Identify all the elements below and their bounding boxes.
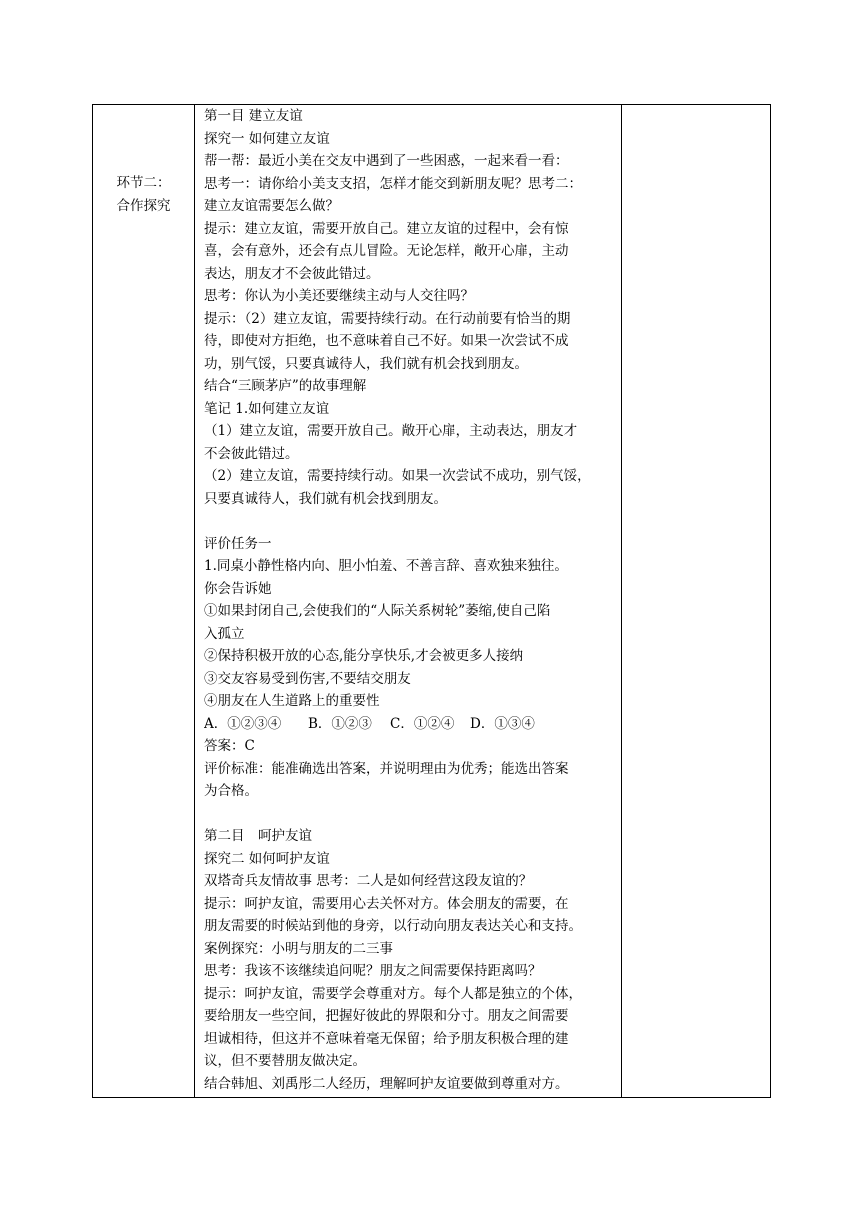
blank-line [204, 510, 616, 533]
content-cell [195, 105, 622, 1098]
stage-cell [93, 105, 195, 1098]
content-line: 探究一 如何建立友谊 [204, 130, 330, 147]
content-line: 喜，会有意外，还会有点儿冒险。无论怎样，敞开心扉，主动 [204, 243, 569, 259]
content-line: 思考：我该不该继续追问呢？朋友之间需要保持距离吗？ [204, 963, 542, 979]
content-line: 不会彼此错过。 [204, 445, 299, 462]
content-line: 提示：呵护友谊，需要学会尊重对方。每个人都是独立的个体， [204, 985, 582, 1002]
content-line: 帮一帮：最近小美在交友中遇到了一些困惑，一起来看一看： [204, 153, 569, 169]
content-line: （2）建立友谊，需要持续行动。如果一次尝试不成功，别气馁， [204, 468, 591, 484]
eval-line: 你会告诉她 [204, 580, 272, 597]
content-line: 思考：你认为小美还要继续主动与人交往吗？ [204, 288, 474, 304]
stage-label-line2: 合作探究 [116, 198, 171, 214]
option-b: B．①②③ [308, 715, 372, 732]
content-line: 结合“三顾茅庐”的故事理解 [204, 378, 367, 394]
content-line: 思考一：请你给小美支支招，怎样才能交到新朋友呢？思考二： [204, 175, 582, 192]
content-line: 探究二 如何呵护友谊 [204, 850, 330, 867]
answer-line: 为合格。 [204, 783, 258, 799]
notes-cell [622, 105, 771, 1098]
eval-line: 入孤立 [204, 625, 245, 642]
eval-line: ③交友容易受到伤害,不要结交朋友 [204, 670, 411, 687]
content-line: 朋友需要的时候站到他的身旁，以行动向朋友表达关心和支持。 [204, 918, 582, 934]
content-line: （1）建立友谊，需要开放自己。敞开心扉，主动表达，朋友才 [204, 423, 578, 439]
answer-line: 答案：C [204, 738, 255, 754]
content-line: 提示：呵护友谊，需要用心去关怀对方。体会朋友的需要，在 [204, 895, 569, 912]
content-line: 第二目 呵护友谊 [204, 828, 312, 844]
answer-line: 评价标准：能准确选出答案，并说明理由为优秀；能选出答案 [204, 760, 569, 777]
content-line: 案例探究：小明与朋友的二三事 [204, 940, 393, 957]
lesson-table [92, 104, 771, 1098]
content-line: 表达，朋友才不会彼此错过。 [204, 265, 380, 282]
eval-line: 1.同桌小静性格内向、胆小怕羞、不善言辞、喜欢独来独往。 [204, 558, 568, 574]
eval-line: 评价任务一 [204, 535, 272, 552]
eval-line: ②保持积极开放的心态,能分享快乐,才会被更多人接纳 [204, 648, 524, 664]
blank-line [204, 803, 616, 826]
content-line: 第一目 建立友谊 [204, 108, 303, 124]
option-a: A．①②③④ [204, 715, 282, 732]
content-line: 坦诚相待，但这并不意味着毫无保留；给予朋友积极合理的建 [204, 1030, 569, 1047]
content-line: 功，别气馁，只要真诚待人，我们就有机会找到朋友。 [204, 355, 528, 372]
content-line: 待，即使对方拒绝，也不意味着自己不好。如果一次尝试不成 [204, 333, 569, 349]
eval-line: ①如果封闭自己,会使我们的“人际关系树轮”萎缩,使自己陷 [204, 603, 551, 619]
table-row [93, 105, 771, 1098]
content-line: 议，但不要替朋友做决定。 [204, 1053, 366, 1069]
content-line: 双塔奇兵友情故事 思考：二人是如何经营这段友谊的？ [204, 873, 533, 889]
content-line: 笔记 1.如何建立友谊 [204, 400, 330, 417]
content-line: 建立友谊需要怎么做？ [204, 198, 339, 214]
content-line: 提示：（2）建立友谊，需要持续行动。在行动前要有恰当的期 [204, 310, 571, 327]
answer-options [204, 713, 616, 736]
content-line: 只要真诚待人，我们就有机会找到朋友。 [204, 490, 447, 507]
option-c: C．①②④ [390, 715, 455, 732]
content-line: 提示：建立友谊，需要开放自己。建立友谊的过程中，会有惊 [204, 220, 569, 237]
option-d: D．①③④ [470, 715, 535, 732]
content-line: 要给朋友一些空间，把握好彼此的界限和分寸。朋友之间需要 [204, 1008, 569, 1024]
stage-label-line1: 环节二： [116, 175, 171, 191]
eval-line: ④朋友在人生道路上的重要性 [204, 693, 380, 709]
content-line: 结合韩旭、刘禹彤二人经历，理解呵护友谊要做到尊重对方。 [204, 1075, 569, 1092]
